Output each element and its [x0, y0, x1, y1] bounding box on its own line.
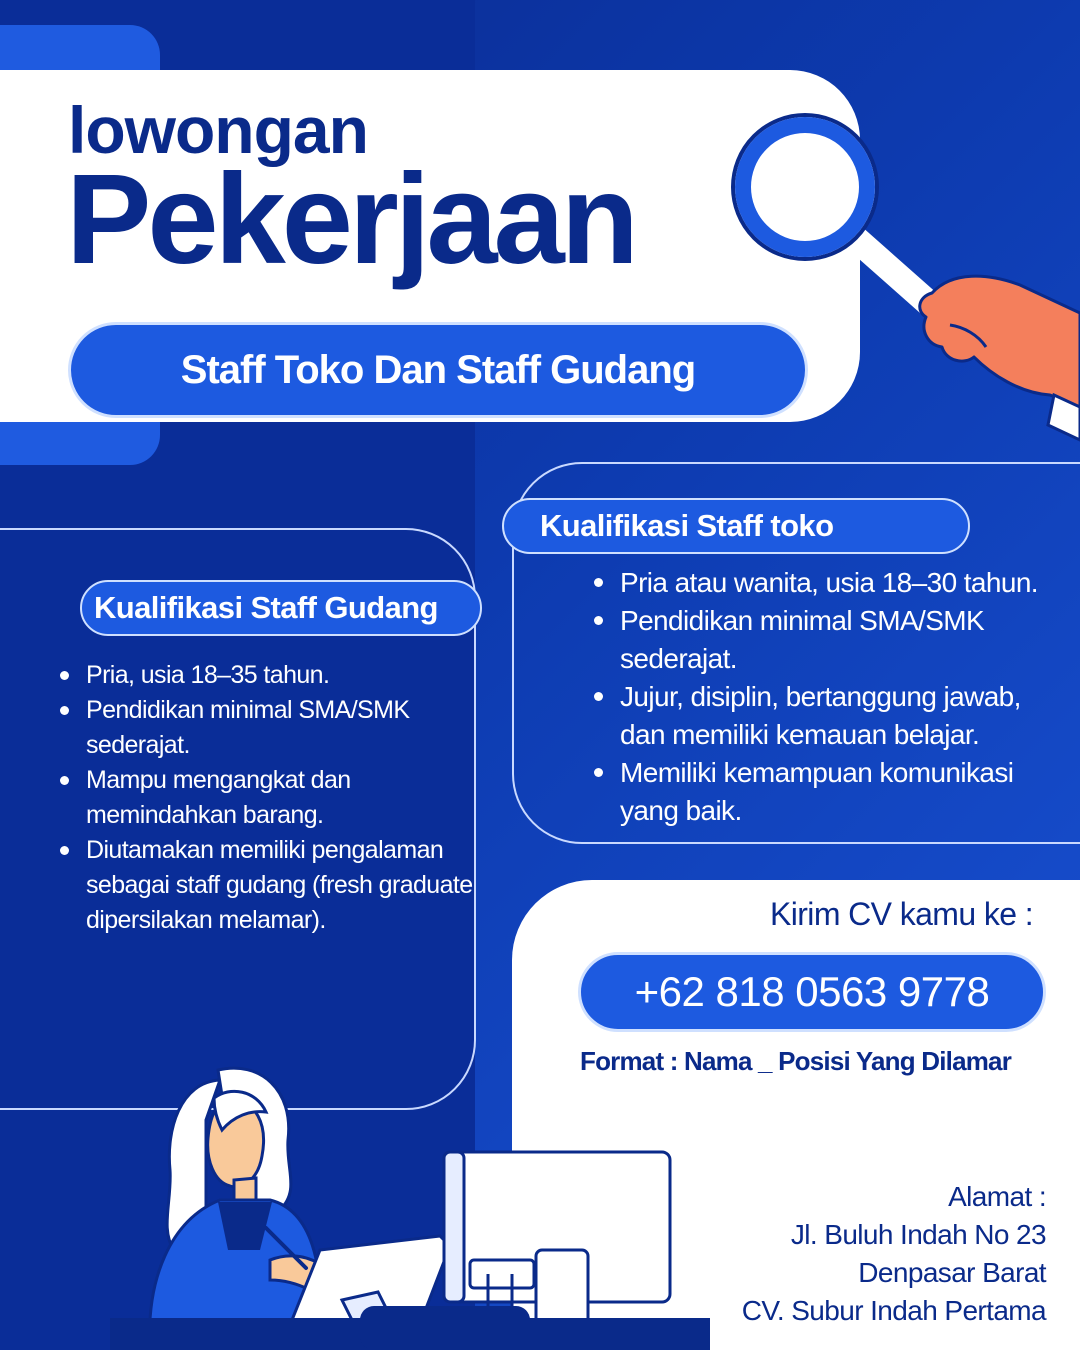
address-city: Denpasar Barat: [858, 1257, 1046, 1288]
subtitle-pill: Staff Toko Dan Staff Gudang: [68, 322, 808, 418]
title-small: lowongan: [68, 93, 368, 167]
phone-number[interactable]: +62 818 0563 9778: [578, 952, 1046, 1032]
list-item: Pendidikan minimal SMA/SMK sederajat.: [620, 602, 1070, 678]
address-block: [742, 1178, 1046, 1330]
address-street: Jl. Buluh Indah No 23: [790, 1219, 1046, 1250]
list-item: Pria, usia 18–35 tahun.: [86, 658, 496, 693]
list-item: Pria atau wanita, usia 18–30 tahun.: [620, 564, 1070, 602]
list-item: Mampu mengangkat dan memindahkan barang.: [86, 763, 496, 833]
gudang-list: [60, 658, 496, 938]
gudang-label: Kualifikasi Staff Gudang: [80, 580, 482, 636]
toko-list: [594, 564, 1070, 830]
send-cv-label: Kirim CV kamu ke :: [770, 896, 1034, 932]
format-text: Format : Nama _ Posisi Yang Dilamar: [580, 1046, 1012, 1076]
toko-label: Kualifikasi Staff toko: [502, 498, 970, 554]
computer-monitor-icon: [440, 1148, 710, 1350]
address-label: Alamat :: [948, 1181, 1046, 1212]
list-item: Pendidikan minimal SMA/SMK sederajat.: [86, 693, 496, 763]
magnifying-glass-icon: [720, 95, 1080, 445]
company-name: CV. Subur Indah Pertama: [741, 1295, 1046, 1326]
title-big: Pekerjaan: [66, 148, 635, 291]
list-item: Diutamakan memiliki pengalaman sebagai staff gudang (fresh graduate dipersilakan melamar).: [86, 833, 496, 938]
list-item: Memiliki kemampuan komunikasi yang baik.: [620, 754, 1070, 830]
list-item: Jujur, disiplin, bertanggung jawab, dan memiliki kemauan belajar.: [620, 678, 1070, 754]
